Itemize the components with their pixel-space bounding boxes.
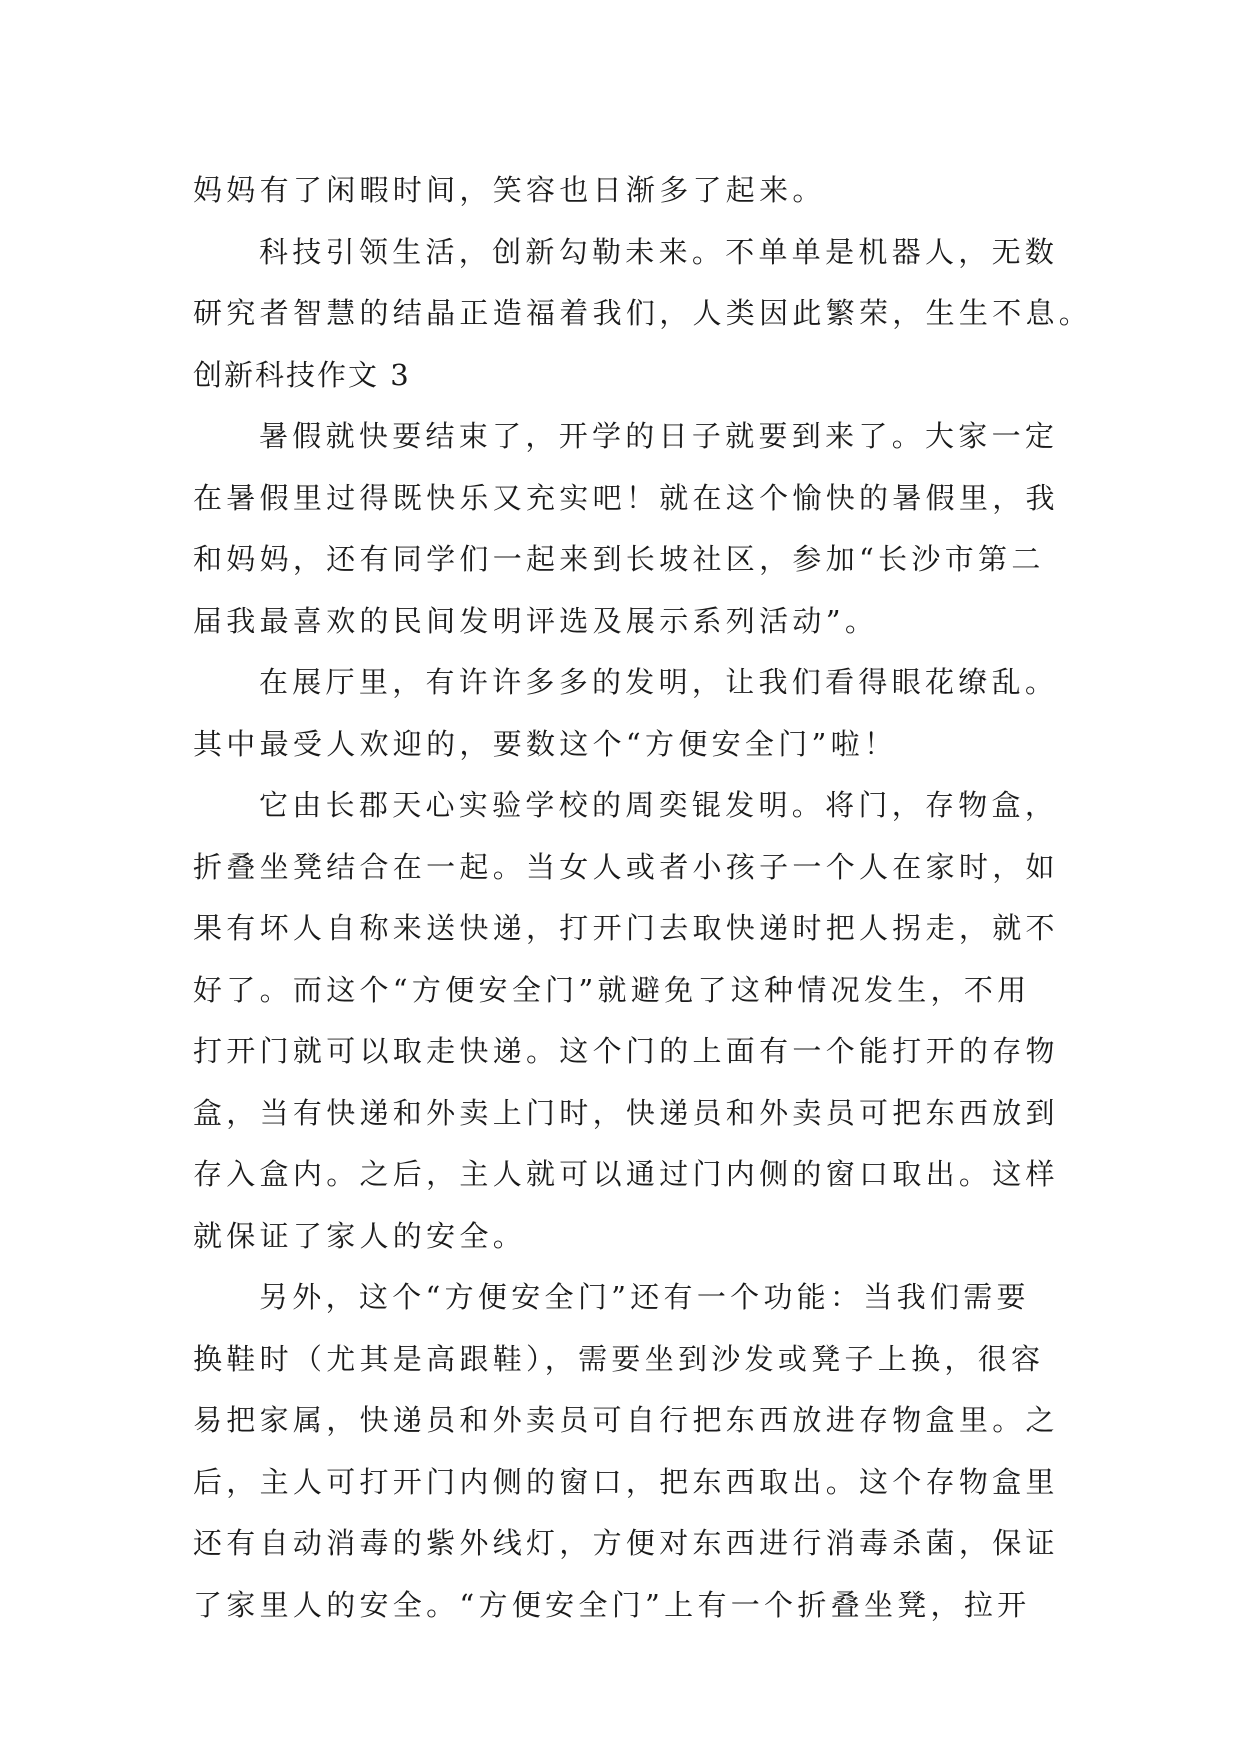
text-line: 在暑假里过得既快乐又充实吧！就在这个愉快的暑假里，我	[193, 480, 1059, 515]
text-line: 了家里人的安全。“方便安全门”上有一个折叠坐凳，拉开	[193, 1587, 1031, 1622]
text-line: 它由长郡天心实验学校的周奕锟发明。将门，存物盒，	[259, 788, 1059, 822]
text-line: 科技引领生活，创新勾勒未来。不单单是机器人，无数	[259, 234, 1059, 269]
text-line: 在展厅里，有许许多多的发明，让我们看得眼花缭乱。	[259, 665, 1059, 699]
text-line: 其中最受人欢迎的，要数这个“方便安全门”啦！	[193, 726, 898, 761]
text-line: 和妈妈，还有同学们一起来到长坡社区，参加“长沙市第二	[193, 542, 1045, 576]
text-line: 换鞋时（尤其是高跟鞋），需要坐到沙发或凳子上换，很容	[193, 1341, 1045, 1376]
text-line: 果有坏人自称来送快递，打开门去取快递时把人拐走，就不	[193, 911, 1059, 945]
text-line: 暑假就快要结束了，开学的日子就要到来了。大家一定	[259, 419, 1059, 453]
text-line: 易把家属，快递员和外卖员可自行把东西放进存物盒里。之	[193, 1403, 1059, 1437]
text-line: 届我最喜欢的民间发明评选及展示系列活动”。	[193, 603, 879, 638]
text-line: 好了。而这个“方便安全门”就避免了这种情况发生，不用	[193, 972, 1031, 1007]
text-line: 另外，这个“方便安全门”还有一个功能：当我们需要	[259, 1280, 1030, 1314]
text-line: 打开门就可以取走快递。这个门的上面有一个能打开的存物	[193, 1034, 1059, 1068]
text-line: 就保证了家人的安全。	[193, 1218, 527, 1253]
text-line: 后，主人可打开门内侧的窗口，把东西取出。这个存物盒里	[193, 1464, 1059, 1499]
text-line: 折叠坐凳结合在一起。当女人或者小孩子一个人在家时，如	[193, 849, 1059, 884]
text-line: 存入盒内。之后，主人就可以通过门内侧的窗口取出。这样	[193, 1157, 1059, 1191]
document-body	[193, 160, 1093, 1636]
text-line: 研究者智慧的结晶正造福着我们，人类因此繁荣，生生不息。	[193, 296, 1093, 330]
text-line: 妈妈有了闲暇时间，笑容也日渐多了起来。	[193, 173, 826, 207]
text-line: 还有自动消毒的紫外线灯，方便对东西进行消毒杀菌，保证	[193, 1526, 1059, 1560]
section-heading: 创新科技作文 3	[193, 357, 411, 392]
text-line: 盒，当有快递和外卖上门时，快递员和外卖员可把东西放到	[193, 1095, 1059, 1130]
